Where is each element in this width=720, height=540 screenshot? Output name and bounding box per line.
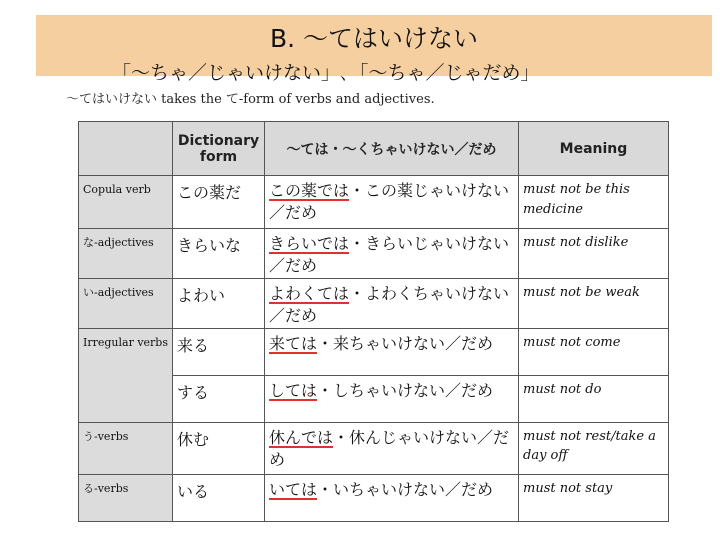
form-rest: ・この薬じゃいけない／だめ — [269, 181, 510, 223]
header-dictionary-form: Dictionary form — [173, 122, 265, 176]
meaning-cell: must not dislike — [519, 229, 669, 279]
meaning-cell: must not be this medicine — [519, 176, 669, 229]
dictionary-cell: いる — [173, 474, 265, 521]
underlined-form: きらいでは — [269, 234, 350, 253]
intro-text: ～てはいけない takes the て-form of verbs and adjectives. — [66, 92, 435, 107]
form-rest: ・きらいじゃいけない／だめ — [269, 234, 510, 276]
category-cell: な-adjectives — [79, 229, 173, 279]
form-rest: ・しちゃいけない／だめ — [317, 380, 494, 400]
dictionary-cell: きらいな — [173, 229, 265, 279]
dictionary-cell: する — [173, 375, 265, 422]
table-row — [79, 176, 669, 229]
underlined-form: この薬では — [269, 181, 350, 200]
header-category — [79, 122, 173, 176]
category-cell: Irregular verbs — [79, 328, 173, 422]
meaning-cell: must not rest/take a day off — [519, 422, 669, 474]
underlined-form: 休んでは — [269, 427, 334, 447]
underlined-form: しては — [269, 380, 318, 400]
negative-form-cell — [265, 176, 519, 229]
underlined-form: よわくては — [269, 283, 350, 303]
table-row — [79, 229, 669, 279]
slide-subtitle: 「～ちゃ／じゃいけない」､「～ちゃ／じゃだめ」 — [112, 62, 540, 84]
negative-form-cell — [265, 474, 519, 521]
dictionary-cell: よわい — [173, 278, 265, 328]
meaning-cell: must not be weak — [519, 278, 669, 328]
header-negative-form: ～ては・～くちゃいけない／だめ — [265, 122, 519, 176]
underlined-form: 来ては — [269, 333, 318, 353]
dictionary-cell: 休む — [173, 422, 265, 474]
form-rest: ・いちゃいけない／だめ — [317, 479, 494, 499]
category-cell: う-verbs — [79, 422, 173, 474]
dictionary-cell: この薬だ — [173, 176, 265, 229]
negative-form-cell — [265, 328, 519, 375]
meaning-cell: must not stay — [519, 474, 669, 521]
form-rest: ・よわくちゃいけない／だめ — [269, 283, 510, 326]
negative-form-cell — [265, 422, 519, 474]
negative-form-cell — [265, 229, 519, 279]
form-rest: ・休んじゃいけない／だめ — [269, 427, 510, 469]
table-row — [79, 328, 669, 375]
category-cell: る-verbs — [79, 474, 173, 521]
category-cell: い-adjectives — [79, 278, 173, 328]
table-row — [79, 474, 669, 521]
category-cell: Copula verb — [79, 176, 173, 229]
header-row — [79, 122, 669, 176]
dictionary-cell: 来る — [173, 328, 265, 375]
negative-form-cell — [265, 278, 519, 328]
header-meaning: Meaning — [519, 122, 669, 176]
underlined-form: いては — [269, 479, 318, 499]
form-rest: ・来ちゃいけない／だめ — [317, 333, 494, 353]
table-row — [79, 422, 669, 474]
conjugation-table — [78, 121, 669, 522]
meaning-cell: must not come — [519, 328, 669, 375]
negative-form-cell — [265, 375, 519, 422]
slide-title: B. ～てはいけない — [269, 24, 479, 53]
meaning-cell: must not do — [519, 375, 669, 422]
table-row — [79, 278, 669, 328]
